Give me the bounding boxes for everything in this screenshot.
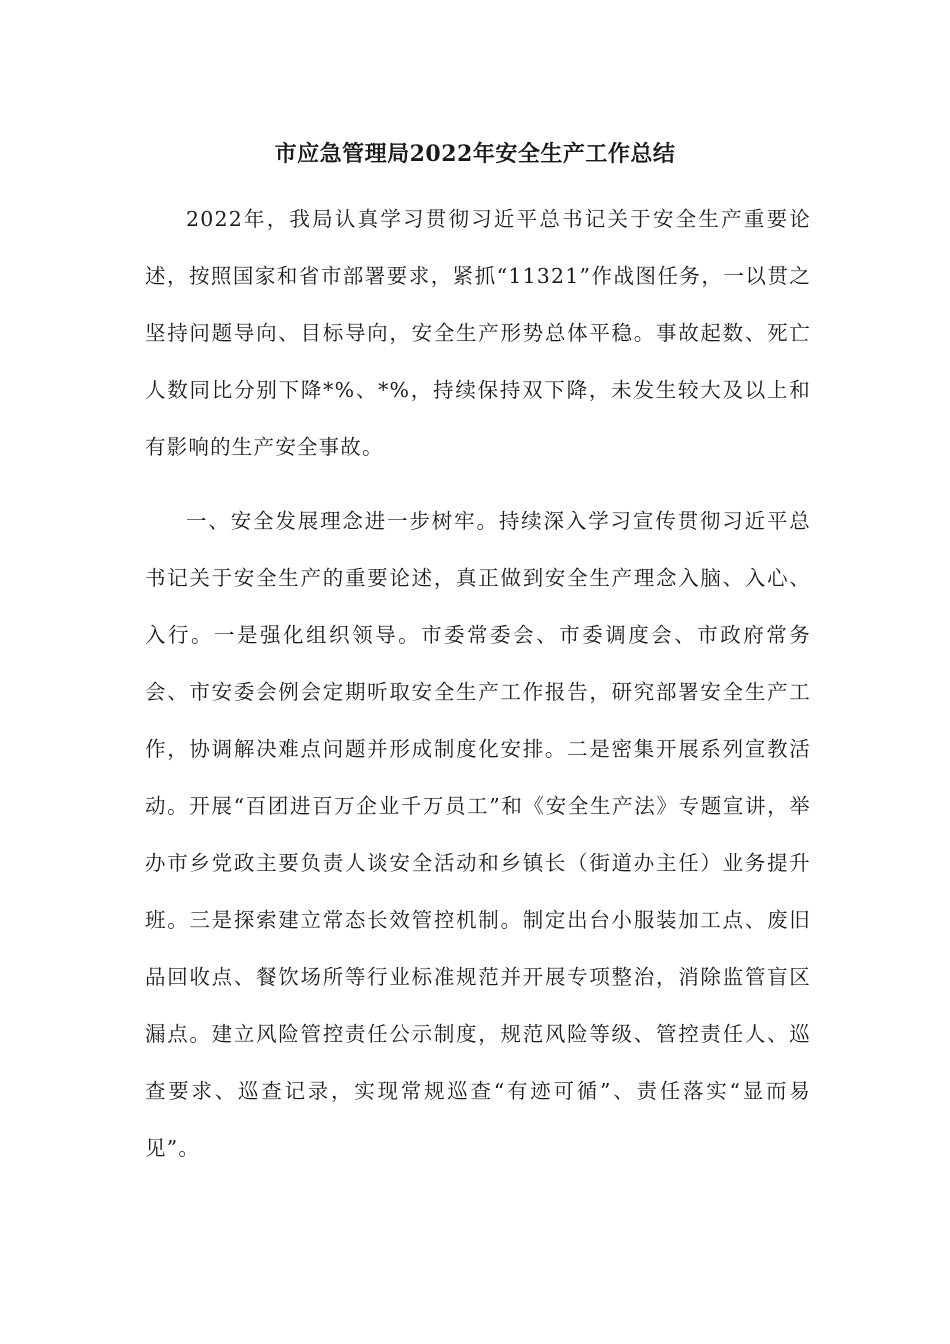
document-title: 市应急管理局2022年安全生产工作总结 [274, 141, 676, 167]
paragraph-intro: 2022年，我局认真学习贯彻习近平总书记关于安全生产重要论述，按照国家和省市部署要求，紧抓“11321”作战图任务，一以贯之坚持问题导向、目标导向，安全生产形势总体平稳。事故起数、死亡人数同比分别下降*%、*%，持续保持双下降，未发生较大及以上和有影响的生产安全事故。 [145, 207, 811, 459]
paragraph-section-1: 一、安全发展理念进一步树牢。持续深入学习宣传贯彻习近平总书记关于安全生产的重要论述，真正做到安全生产理念入脑、入心、入行。一是强化组织领导。市委常委会、市委调度会、市政府常务会、市安委会例会定期听取安全生产工作报告，研究部署安全生产工作，协调解决难点问题并形成制度化安排。二是密集开展系列宣教活动。开展“百团进百万企业千万员工”和《安全生产法》专题宣讲，举办市乡党政主要负责人谈安全活动和乡镇长（街道办主任）业务提升班。三是探索建立常态长效管控机制。制定出台小服装加工点、废旧品回收点、餐饮场所等行业标准规范并开展专项整治，消除监管盲区漏点。建立风险管控责任公示制度，规范风险等级、管控责任人、巡查要求、巡查记录，实现常规巡查“有迹可循”、责任落实“显而易见”。 [145, 509, 811, 1160]
